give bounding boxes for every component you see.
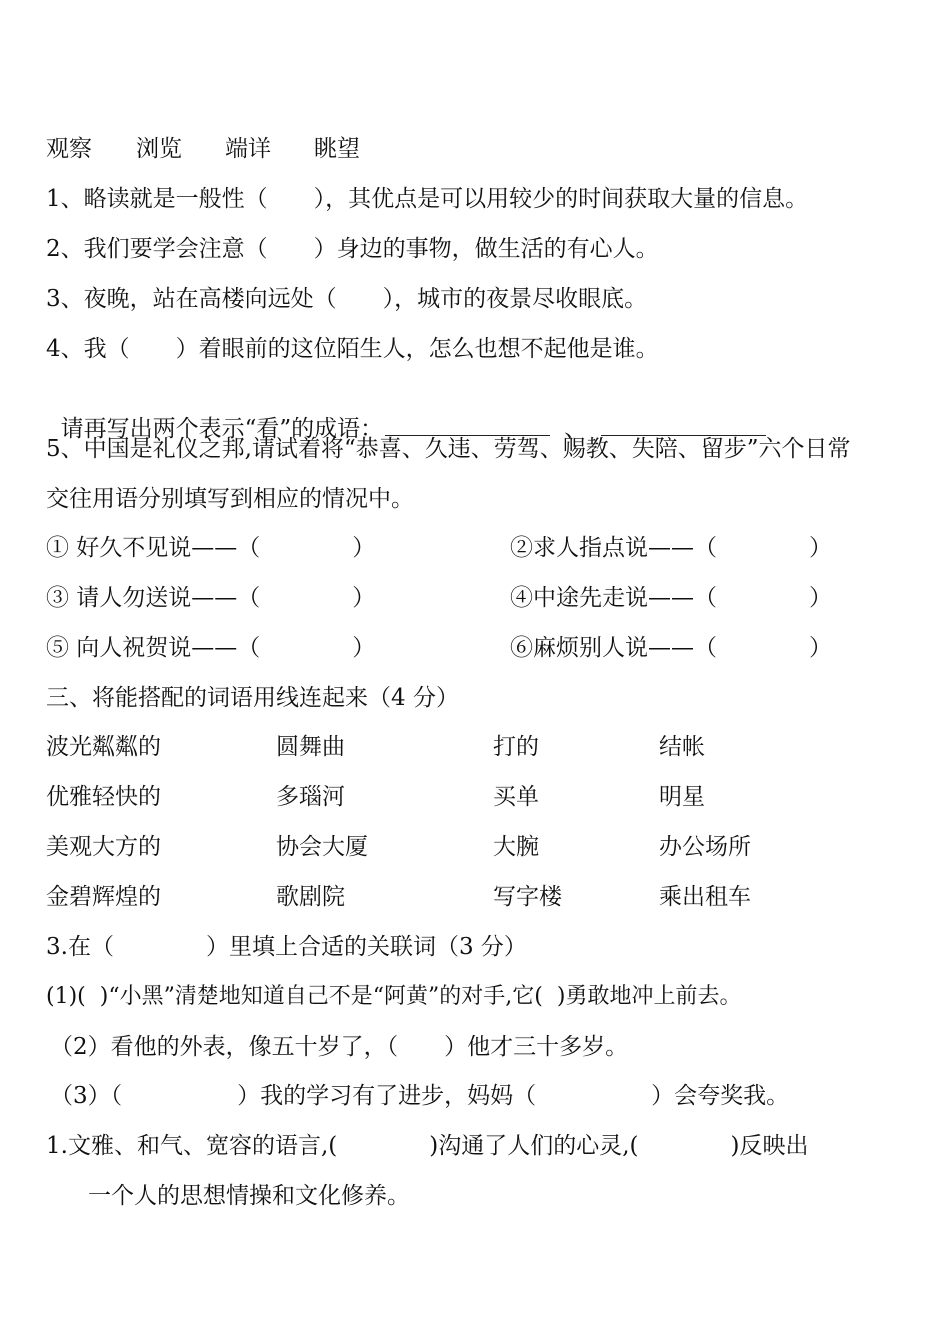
word-bank-item: 眺望: [314, 136, 360, 162]
match-word[interactable]: 买单: [493, 784, 539, 810]
question-5-line-1: 5、中国是礼仪之邦,请试着将“恭喜、久违、劳驾、赐教、失陪、留步”六个日常: [46, 436, 851, 462]
match-word[interactable]: 结帐: [659, 734, 705, 760]
match-word[interactable]: 波光粼粼的: [46, 734, 161, 760]
idiom-blank-2[interactable]: [601, 415, 766, 436]
conjunction-q2: （2）看他的外表，像五十岁了，（ ）他才三十多岁。: [50, 1034, 629, 1060]
section-3-title: 三、将能搭配的词语用线连起来（4 分）: [46, 685, 459, 711]
match-word[interactable]: 打的: [493, 734, 539, 760]
match-word[interactable]: 圆舞曲: [276, 734, 345, 760]
q5-item-3: ③ 请人勿送说——（ ）: [46, 585, 376, 611]
match-word[interactable]: 多瑙河: [276, 784, 345, 810]
match-word[interactable]: 办公场所: [659, 834, 751, 860]
conjunction-q1: (1)( )“小黑”清楚地知道自己不是“阿黄”的对手,它( )勇敢地冲上前去。: [46, 984, 742, 1009]
match-word[interactable]: 协会大厦: [276, 834, 368, 860]
last-question-line-1: 1.文雅、和气、宽容的语言,( )沟通了人们的心灵,( )反映出: [46, 1133, 809, 1159]
word-bank-item: 端详: [225, 136, 271, 162]
question-2: 2、我们要学会注意（ ）身边的事物，做生活的有心人。: [46, 236, 659, 262]
word-bank-item: 浏览: [136, 136, 182, 162]
idiom-separator: 、: [564, 416, 588, 442]
idiom-blank-1[interactable]: [385, 415, 550, 436]
match-word[interactable]: 优雅轻快的: [46, 784, 161, 810]
question-5-line-2: 交往用语分别填写到相应的情况中。: [46, 486, 414, 512]
q5-item-2: ②求人指点说——（ ）: [510, 535, 832, 561]
last-question-line-2: 一个人的思想情操和文化修养。: [88, 1183, 410, 1209]
q5-item-5: ⑤ 向人祝贺说——（ ）: [46, 635, 376, 661]
conjunction-title: 3.在（ ）里填上合适的关联词（3 分）: [46, 934, 527, 960]
question-3: 3、夜晚，站在高楼向远处（ ），城市的夜景尽收眼底。: [46, 286, 648, 312]
q5-item-1: ① 好久不见说——（ ）: [46, 535, 376, 561]
conjunction-q3: （3）（ ）我的学习有了进步，妈妈（ ）会夸奖我。: [50, 1083, 790, 1109]
idiom-prompt-text: 请再写出两个表示“看”的成语：: [60, 416, 384, 442]
match-word[interactable]: 大腕: [493, 834, 539, 860]
match-word[interactable]: 金碧辉煌的: [46, 884, 161, 910]
question-1: 1、略读就是一般性（ ），其优点是可以用较少的时间获取大量的信息。: [46, 186, 809, 212]
q5-item-4: ④中途先走说——（ ）: [510, 585, 832, 611]
match-word[interactable]: 写字楼: [493, 884, 562, 910]
match-word[interactable]: 美观大方的: [46, 834, 161, 860]
q5-item-6: ⑥麻烦别人说——（ ）: [510, 635, 832, 661]
match-word[interactable]: 歌剧院: [276, 884, 345, 910]
match-word[interactable]: 乘出租车: [659, 884, 751, 910]
word-bank-item: 观察: [46, 136, 92, 162]
question-4: 4、我（ ）着眼前的这位陌生人，怎么也想不起他是谁。: [46, 336, 659, 362]
match-word[interactable]: 明星: [659, 784, 705, 810]
